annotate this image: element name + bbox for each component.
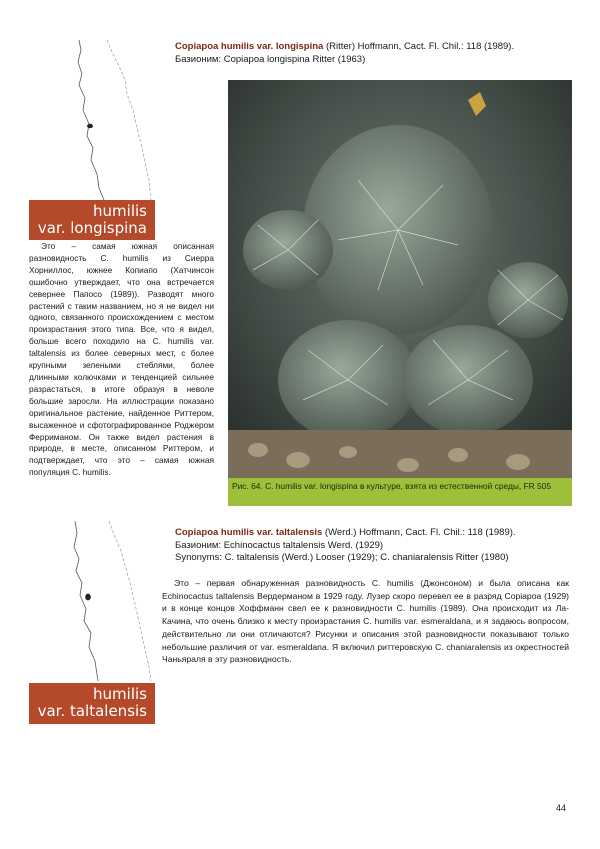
section-band-taltalensis	[29, 683, 155, 724]
section1-heading	[175, 41, 514, 66]
species-authority: (Werd.) Hoffmann, Cact. Fl. Chil.: 118 (1989).	[322, 527, 516, 538]
species-name: Copiapoa humilis var. longispina	[175, 41, 324, 52]
band-line-1: humilis	[93, 685, 147, 703]
band-line-1: humilis	[93, 202, 147, 220]
species-authority: (Ritter) Hoffmann, Cact. Fl. Chil.: 118 (1989).	[323, 41, 515, 52]
distribution-map-taltalensis	[29, 521, 155, 681]
section2-paragraph: Это – первая обнаруженная разновидность C. humilis (Джонсоном) и была описана как Echinocactus taltalensis Вердерманом в 1929 году. Лузер скоро перевел ее в разряд Copiapoa (1929) и в конце концов Хоффманн свел ее к разновидности C. humilis (1989). Она происходит из Ла-Качина, что очень близко к месту произрастания C. humilis var. esmeraldana, и я задаюсь вопросом, действительно ли они отличаются? Рисунки и описания этой разновидности показывают только небольшие различия от var. esmeraldana. Я включил риттеровскую C. chaniaralensis из окрестностей Чаньяраля в эту разновидность.	[162, 578, 569, 665]
page-number: 44	[556, 803, 567, 813]
section1-paragraph: Это – самая южная описанная разновидность C. humilis из Сиерра Хорниллос, южнее Копиапо (Хатчинсон ошибочно утверждает, что она встречается севернее Папосо (1989)). Разводят много растений с таким названием, но я не видел ни одного, связанного происхождением с местом произрастания этого типа. Все, что я видел, больше всего походило на C. humilis var. taltalensis из более северных мест, с более крупными зелеными стеблями, более длинными колючками и тенденцией сильнее разрастаться, в итоге образуя в неволе большие заросли. На иллюстрации показано оригинальное растение, найденное Риттером, высаженное и сфотографированное Роджером Ферриманом. Он также видел растения в природе, в месте, описанном Риттером, и подтверждает, что это – самая южная популяция C. humilis.	[29, 241, 214, 478]
species-name: Copiapoa humilis var. taltalensis	[175, 527, 323, 538]
distribution-map-longispina	[29, 40, 155, 200]
section-band-longispina	[29, 200, 155, 240]
section1-body	[29, 241, 214, 479]
photo-caption: Рис. 64. C. humilis var. longispina в культуре, взята из естественной среды, FR 505	[228, 478, 572, 506]
section2-body	[162, 577, 569, 666]
basionym: Базионим: Copiapoa longispina Ritter (1963)	[175, 53, 366, 65]
basionym: Базионим: Echinocactus taltalensis Werd. (1929)	[175, 539, 384, 551]
location-marker	[85, 594, 91, 601]
cactus-photo	[228, 80, 572, 478]
synonyms: Synonyms: C. taltalensis (Werd.) Looser (1929); C. chaniaralensis Ritter (1980)	[175, 552, 509, 563]
band-line-2: var. taltalensis	[37, 702, 147, 720]
section2-heading	[175, 527, 516, 565]
location-marker	[87, 124, 93, 128]
band-line-2: var. longispina	[37, 219, 147, 237]
